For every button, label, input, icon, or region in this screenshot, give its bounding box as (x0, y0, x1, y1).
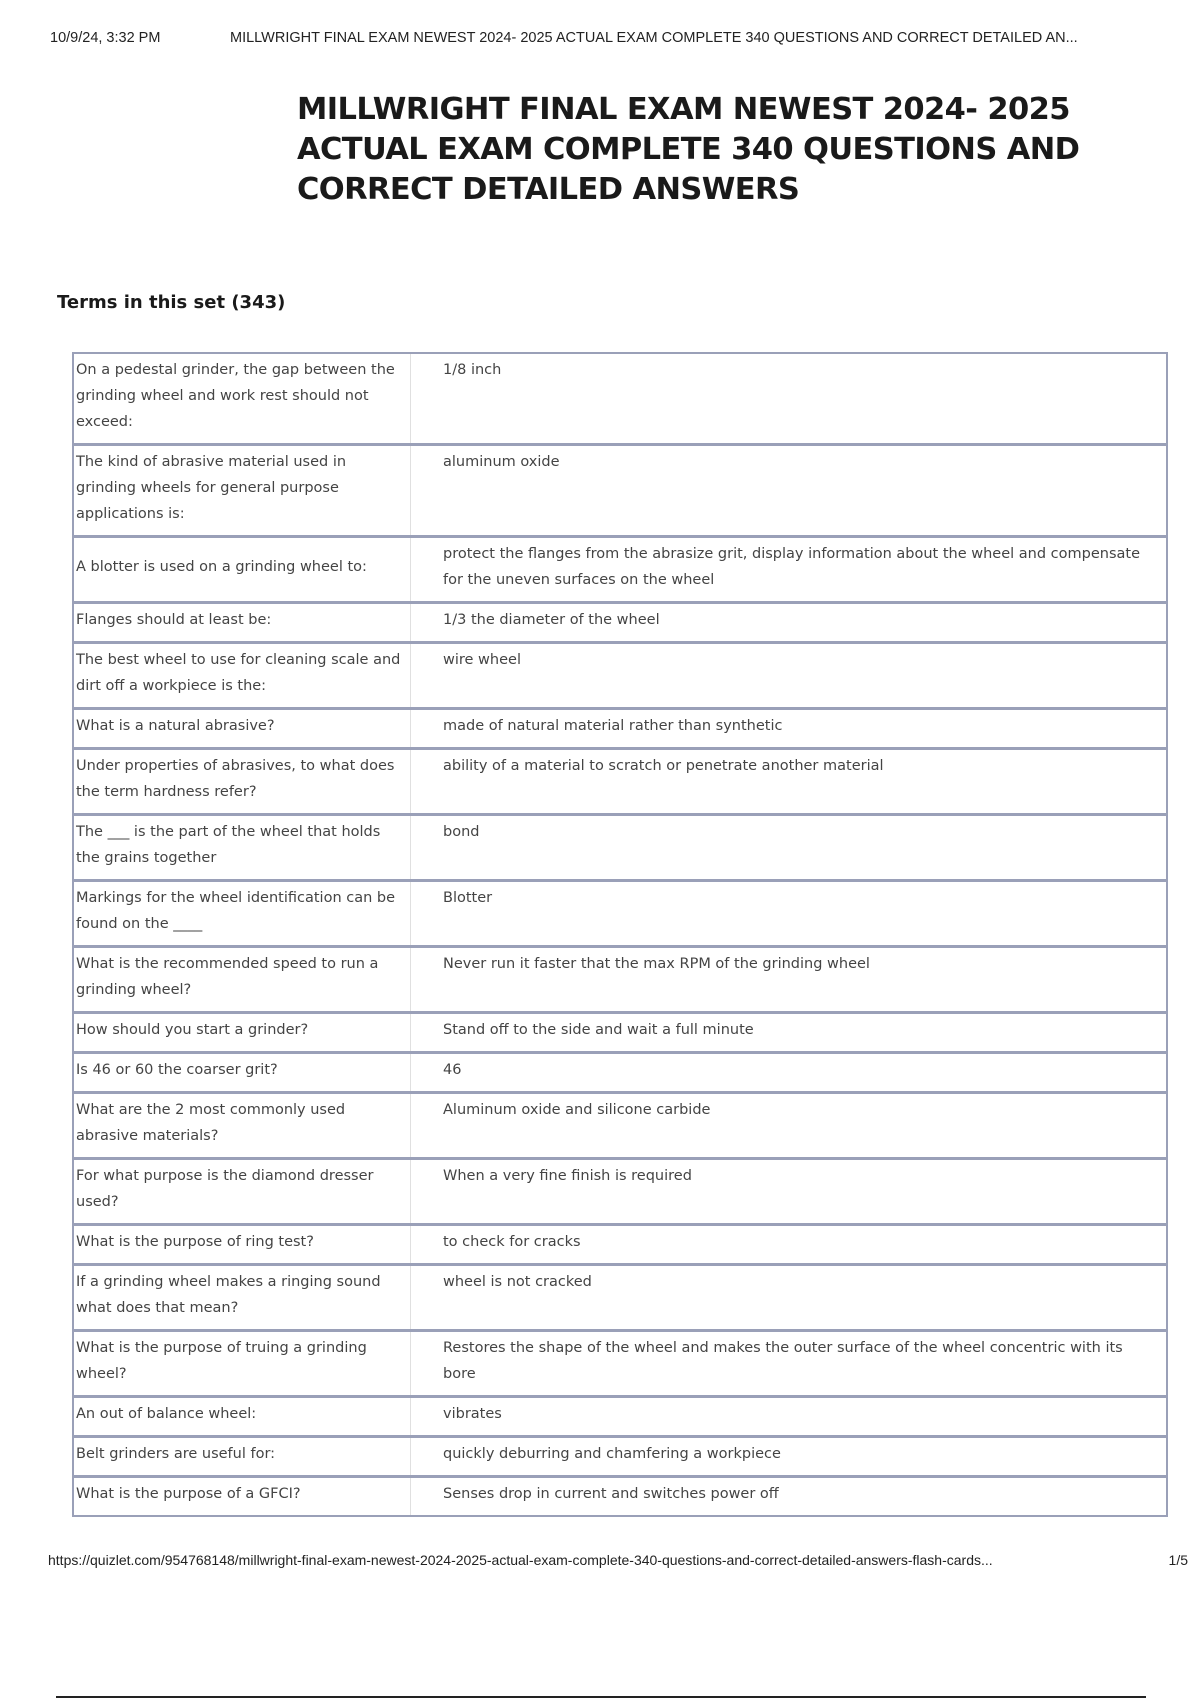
definition-text: Senses drop in current and switches power off (410, 1478, 1166, 1515)
term-row (74, 1014, 1166, 1054)
definition-text: ability of a material to scratch or penetrate another material (410, 750, 1166, 813)
term-row (74, 354, 1166, 446)
bottom-divider (56, 1696, 1146, 1698)
print-datetime: 10/9/24, 3:32 PM (50, 30, 161, 46)
term-text: Flanges should at least be: (76, 612, 272, 628)
definition-text: vibrates (410, 1398, 1166, 1435)
definition-text: to check for cracks (410, 1226, 1166, 1263)
definition-text: Blotter (410, 882, 1166, 945)
term-row (74, 1438, 1166, 1478)
term-row (74, 1266, 1166, 1332)
term-text: Under properties of abrasives, to what does the term hardness refer? (76, 758, 395, 800)
term-row (74, 1332, 1166, 1398)
definition-text: wheel is not cracked (410, 1266, 1166, 1329)
term-row (74, 1094, 1166, 1160)
term-text: What is the purpose of ring test? (76, 1234, 314, 1250)
definition-text: When a very fine finish is required (410, 1160, 1166, 1223)
term-text: What is the purpose of truing a grinding wheel? (76, 1340, 367, 1382)
print-footer (48, 1552, 1188, 1572)
term-row (74, 816, 1166, 882)
term-row (74, 882, 1166, 948)
definition-text: 1/8 inch (410, 354, 1166, 443)
definition-text: Stand off to the side and wait a full minute (410, 1014, 1166, 1051)
definition-text: Restores the shape of the wheel and makes the outer surface of the wheel concentric with its bore (410, 1332, 1166, 1395)
terms-table (72, 352, 1168, 1517)
definition-text: Never run it faster that the max RPM of the grinding wheel (410, 948, 1166, 1011)
term-row (74, 644, 1166, 710)
definition-text: wire wheel (410, 644, 1166, 707)
term-row (74, 538, 1166, 604)
definition-text: 1/3 the diameter of the wheel (410, 604, 1166, 641)
term-text: What is the purpose of a GFCI? (76, 1486, 301, 1502)
term-text: An out of balance wheel: (76, 1406, 257, 1422)
term-row (74, 604, 1166, 644)
term-row (74, 1054, 1166, 1094)
term-text: On a pedestal grinder, the gap between the grinding wheel and work rest should not exceed: (76, 362, 395, 430)
term-text: The best wheel to use for cleaning scale and dirt off a workpiece is the: (76, 652, 401, 694)
term-text: Belt grinders are useful for: (76, 1446, 276, 1462)
term-text: For what purpose is the diamond dresser used? (76, 1168, 374, 1210)
page-number: 1/5 (1168, 1552, 1188, 1568)
page-title: MILLWRIGHT FINAL EXAM NEWEST 2024- 2025 ACTUAL EXAM COMPLETE 340 QUESTIONS AND CORRECT DETAILED ANSWERS (297, 92, 1080, 207)
term-row (74, 750, 1166, 816)
definition-text: Aluminum oxide and silicone carbide (410, 1094, 1166, 1157)
definition-text: quickly deburring and chamfering a workpiece (410, 1438, 1166, 1475)
term-text: The kind of abrasive material used in grinding wheels for general purpose applications is: (76, 454, 347, 522)
term-text: How should you start a grinder? (76, 1022, 309, 1038)
term-row (74, 1226, 1166, 1266)
term-row (74, 1160, 1166, 1226)
definition-text: protect the flanges from the abrasize grit, display information about the wheel and compensate for the uneven surfaces on the wheel (410, 538, 1166, 601)
term-text: If a grinding wheel makes a ringing sound what does that mean? (76, 1274, 381, 1316)
print-doc-title: MILLWRIGHT FINAL EXAM NEWEST 2024- 2025 ACTUAL EXAM COMPLETE 340 QUESTIONS AND CORRECT DETAILED AN... (230, 30, 1078, 46)
term-text: Markings for the wheel identification can be found on the ____ (76, 890, 396, 932)
term-text: The ___ is the part of the wheel that holds the grains together (76, 824, 381, 866)
term-row (74, 1478, 1166, 1515)
term-text: A blotter is used on a grinding wheel to: (76, 559, 367, 575)
definition-text: aluminum oxide (410, 446, 1166, 535)
term-row (74, 948, 1166, 1014)
term-text: Is 46 or 60 the coarser grit? (76, 1062, 278, 1078)
term-text: What is a natural abrasive? (76, 718, 275, 734)
print-header (50, 30, 1170, 50)
term-row (74, 710, 1166, 750)
definition-text: bond (410, 816, 1166, 879)
page-url: https://quizlet.com/954768148/millwright-final-exam-newest-2024-2025-actual-exam-complete-340-questions-and-correct-detailed-answers-flash-cards... (48, 1552, 993, 1568)
definition-text: made of natural material rather than synthetic (410, 710, 1166, 747)
term-row (74, 1398, 1166, 1438)
definition-text: 46 (410, 1054, 1166, 1091)
term-text: What is the recommended speed to run a grinding wheel? (76, 956, 379, 998)
term-row (74, 446, 1166, 538)
term-text: What are the 2 most commonly used abrasive materials? (76, 1102, 346, 1144)
terms-heading: Terms in this set (343) (57, 292, 286, 313)
